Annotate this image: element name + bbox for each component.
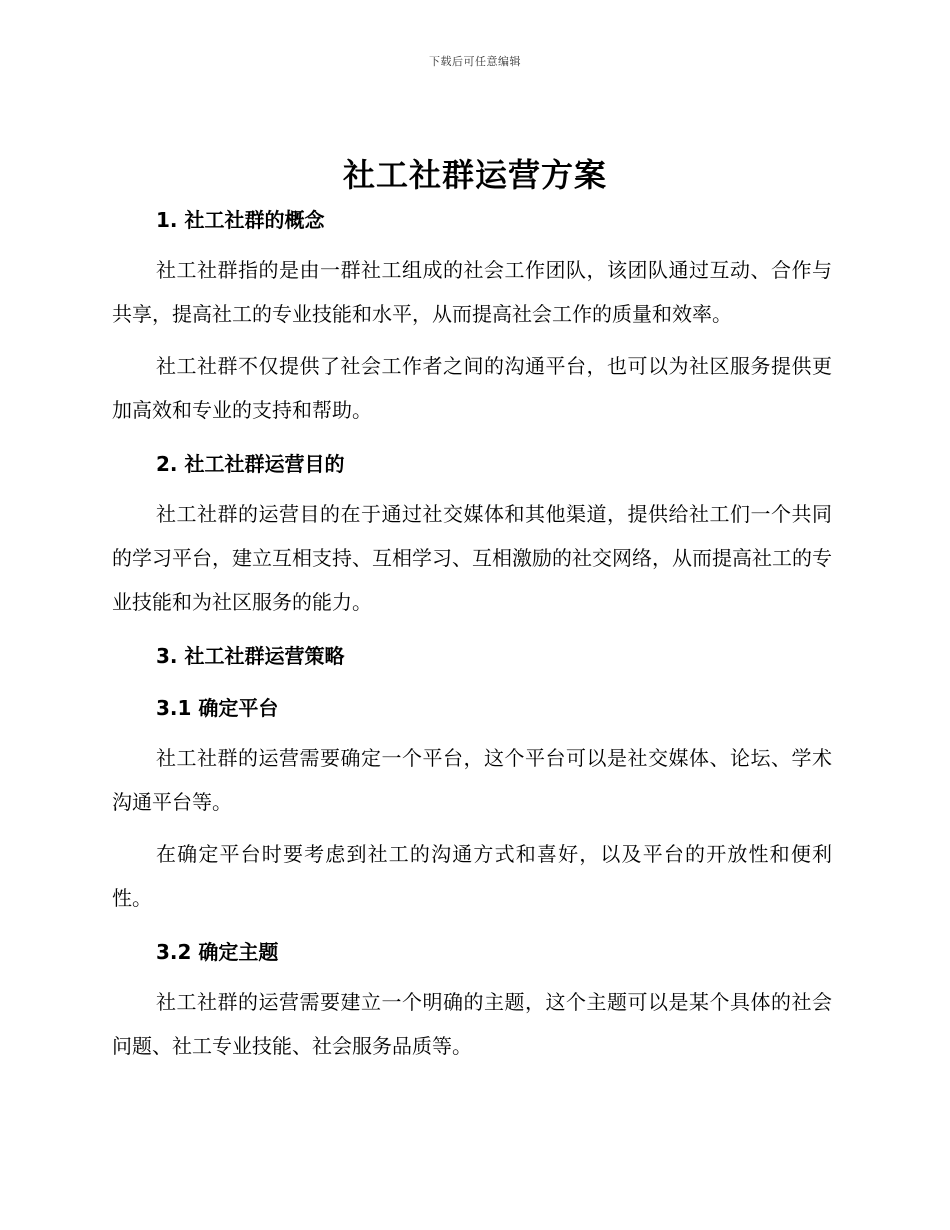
paragraph: 社工社群的运营需要确定一个平台，这个平台可以是社交媒体、论坛、学术沟通平台等。 [112, 746, 832, 814]
paragraph: 社工社群的运营需要建立一个明确的主题，这个主题可以是某个具体的社会问题、社工专业技能、社会服务品质等。 [112, 990, 832, 1058]
section-heading: 1. 社工社群的概念 [156, 208, 325, 232]
header-note: 下载后可任意编辑 [429, 55, 521, 68]
paragraph: 社工社群指的是由一群社工组成的社会工作团队，该团队通过互动、合作与共享，提高社工的专业技能和水平，从而提高社会工作的质量和效率。 [112, 258, 832, 326]
paragraph: 在确定平台时要考虑到社工的沟通方式和喜好，以及平台的开放性和便利性。 [112, 842, 832, 910]
subsection-heading: 3.2 确定主题 [156, 940, 279, 964]
paragraph: 社工社群不仅提供了社会工作者之间的沟通平台，也可以为社区服务提供更加高效和专业的支持和帮助。 [112, 354, 832, 422]
section-heading: 3. 社工社群运营策略 [156, 644, 345, 668]
page-title: 社工社群运营方案 [342, 156, 607, 194]
subsection-heading: 3.1 确定平台 [156, 696, 279, 720]
section-heading: 2. 社工社群运营目的 [156, 452, 345, 476]
paragraph: 社工社群的运营目的在于通过社交媒体和其他渠道，提供给社工们一个共同的学习平台，建立互相支持、互相学习、互相激励的社交网络，从而提高社工的专业技能和为社区服务的能力。 [112, 502, 832, 614]
document-body [112, 200, 832, 1068]
